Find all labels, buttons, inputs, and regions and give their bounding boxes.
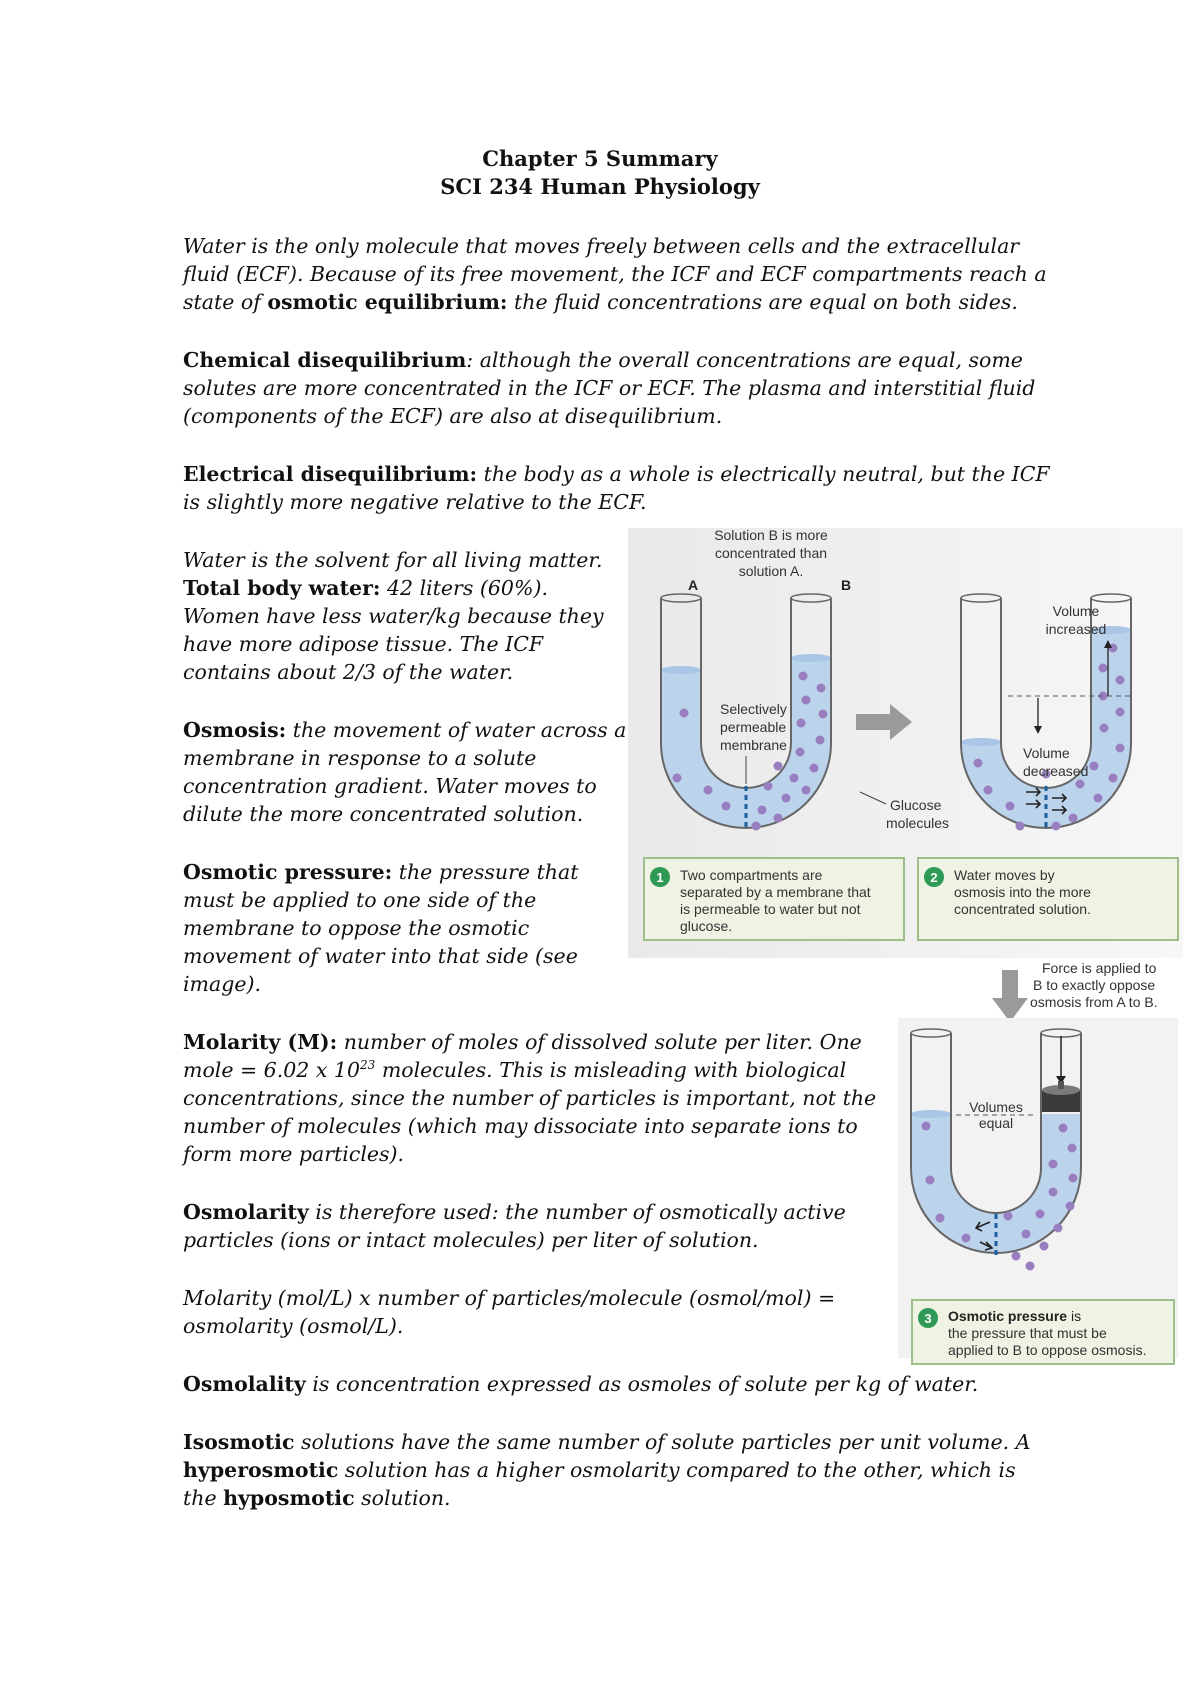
para1-line3: state of osmotic equilibrium: the fluid concentrations are equal on both sides. — [183, 290, 1018, 314]
volume-increased-line1: Volume — [1052, 603, 1100, 619]
term-molarity: Molarity (M): — [183, 1030, 338, 1054]
step3-line2: the pressure that must be — [948, 1325, 1107, 1341]
term-osmotic-pressure: Osmotic pressure: — [183, 860, 393, 884]
document-title: Chapter 5 Summary — [482, 146, 718, 171]
volume-decreased-line2: decreased — [1023, 763, 1089, 779]
step1-number: 1 — [656, 870, 664, 885]
para7-line5: form more particles). — [183, 1142, 405, 1166]
force-caption-line1: Force is applied to — [1042, 960, 1157, 976]
para7-line3: concentrations, since the number of particles is important, not the — [183, 1086, 877, 1110]
step2-number: 2 — [930, 870, 938, 885]
step2-line1: Water moves by — [954, 867, 1055, 883]
step1-line4: glucose. — [680, 918, 733, 934]
step1-line2: separated by a membrane that — [680, 884, 871, 900]
para6-line5: image). — [183, 972, 261, 996]
document-subtitle: SCI 234 Human Physiology — [440, 174, 760, 199]
force-caption-line3: osmosis from A to B. — [1030, 994, 1158, 1010]
arrow-down-icon — [992, 970, 1028, 1022]
top-caption-line2: concentrated than — [714, 545, 828, 561]
term-electrical-disequilibrium: Electrical disequilibrium: — [183, 462, 478, 486]
top-caption-line3: solution A. — [738, 563, 804, 579]
label-b: B — [841, 577, 852, 593]
para1-line2: fluid (ECF). Because of its free movement, the ICF and ECF compartments reach a — [183, 262, 1047, 286]
step1-line1: Two compartments are — [680, 867, 823, 883]
para11-line3: the hyposmotic solution. — [183, 1486, 451, 1510]
term-hyposmotic: hyposmotic — [223, 1486, 355, 1510]
step1-line3: is permeable to water but not — [680, 901, 861, 917]
step3-line3: applied to B to oppose osmosis. — [948, 1342, 1147, 1358]
para4-line3: Women have less water/kg because they — [183, 604, 604, 628]
glucose-label-line2: molecules — [886, 815, 950, 831]
para6-line2: must be applied to one side of the — [183, 888, 537, 912]
para7-line2: mole = 6.02 x $10^{23}$ molecules. This is misleading with biological — [183, 1058, 847, 1082]
para4-line5: contains about 2/3 of the water. — [183, 660, 514, 684]
para5-line3: concentration gradient. Water moves to — [183, 774, 597, 798]
osmosis-figure — [628, 528, 1183, 1368]
membrane-label-line3: membrane — [720, 737, 787, 753]
para4-line1: Water is the solvent for all living matter. — [183, 548, 603, 572]
para7-line4: number of molecules (which may dissociate into separate ions to — [183, 1114, 858, 1138]
term-osmosis: Osmosis: — [183, 718, 287, 742]
para2-line2: solutes are more concentrated in the ICF or ECF. The plasma and interstitial fluid — [183, 376, 1036, 400]
para9-line1: Molarity (mol/L) x number of particles/molecule (osmol/mol) = — [183, 1286, 836, 1310]
step1-box — [644, 858, 904, 940]
para3-line1: Electrical disequilibrium: the body as a whole is electrically neutral, but the ICF — [183, 462, 1050, 486]
volumes-equal-line1: Volumes — [969, 1099, 1023, 1115]
para11-line2: hyperosmotic solution has a higher osmolarity compared to the other, which is — [183, 1458, 1016, 1482]
term-osmolarity: Osmolarity — [183, 1200, 309, 1224]
para6-line3: membrane to oppose the osmotic — [183, 916, 530, 940]
para2-line3: (components of the ECF) are also at disequilibrium. — [183, 404, 723, 428]
para6-line1: Osmotic pressure: the pressure that — [183, 860, 579, 884]
para6-line4: movement of water into that side (see — [183, 944, 578, 968]
para9-line2: osmolarity (osmol/L). — [183, 1314, 404, 1338]
step2-line3: concentrated solution. — [954, 901, 1091, 917]
force-caption-line2: B to exactly oppose — [1033, 977, 1156, 993]
volume-increased-line2: increased — [1045, 621, 1107, 637]
para2-line1: Chemical disequilibrium: although the overall concentrations are equal, some — [183, 348, 1023, 372]
membrane-label-line2: permeable — [720, 719, 787, 735]
volume-decreased-line1: Volume — [1023, 745, 1070, 761]
term-isosmotic: Isosmotic — [183, 1430, 295, 1454]
glucose-label-line1: Glucose — [890, 797, 942, 813]
para8-line1: Osmolarity is therefore used: the number of osmotically active — [183, 1200, 846, 1224]
membrane-label-line1: Selectively — [720, 701, 787, 717]
para8-line2: particles (ions or intact molecules) per liter of solution. — [183, 1228, 759, 1252]
volumes-equal-line2: equal — [978, 1115, 1014, 1131]
para3-line2: is slightly more negative relative to the ECF. — [183, 490, 647, 514]
para1-line1: Water is the only molecule that moves freely between cells and the extracellular — [183, 234, 1020, 258]
term-osmolality: Osmolality — [183, 1372, 306, 1396]
para11-line1: Isosmotic solutions have the same number of solute particles per unit volume. A — [183, 1430, 1031, 1454]
label-a: A — [688, 577, 699, 593]
para7-line1: Molarity (M): number of moles of dissolved solute per liter. One — [183, 1030, 862, 1054]
step3-line1: Osmotic pressure is — [948, 1308, 1082, 1324]
term-osmotic-equilibrium: osmotic equilibrium: — [267, 290, 508, 314]
top-caption-line1: Solution B is more — [714, 528, 828, 543]
para5-line1: Osmosis: the movement of water across a — [183, 718, 627, 742]
para5-line4: dilute the more concentrated solution. — [183, 802, 584, 826]
term-chemical-disequilibrium: Chemical disequilibrium — [183, 348, 467, 372]
step3-box — [912, 1300, 1174, 1364]
para4-line4: have more adipose tissue. The ICF — [183, 632, 544, 656]
step2-box — [918, 858, 1178, 940]
term-hyperosmotic: hyperosmotic — [183, 1458, 339, 1482]
step3-number: 3 — [924, 1311, 932, 1326]
para4-line2: Total body water: 42 liters (60%). — [183, 576, 548, 600]
para10-line1: Osmolality is concentration expressed as osmoles of solute per kg of water. — [183, 1372, 979, 1396]
step2-line2: osmosis into the more — [954, 884, 1091, 900]
para5-line2: membrane in response to a solute — [183, 746, 537, 770]
term-total-body-water: Total body water: — [183, 576, 381, 600]
